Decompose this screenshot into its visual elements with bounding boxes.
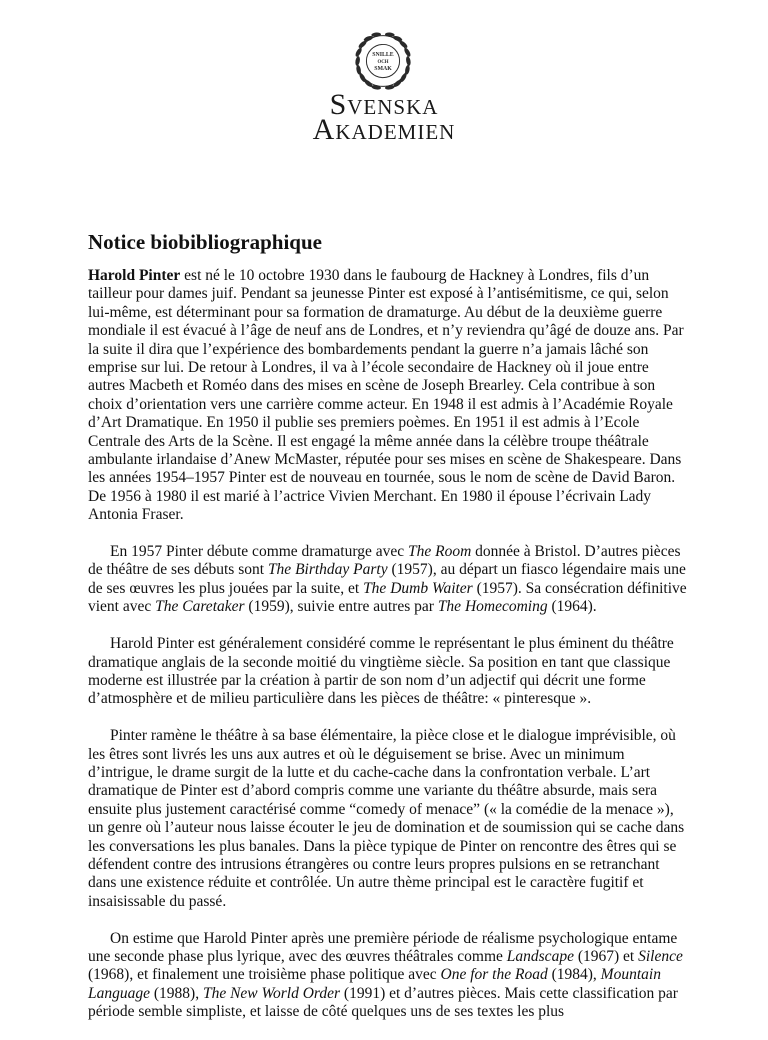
- p2-text: (1964).: [547, 598, 597, 616]
- brand-name-line1: Svenska: [329, 88, 439, 121]
- paragraph-5: [88, 930, 688, 1022]
- seal-text-line2: OCH: [377, 59, 389, 65]
- p2-text: (1957), au départ un fiasco légendaire mais une de ses œuvres les plus jouées par la suite, et: [88, 561, 686, 597]
- paragraph-1-text: est né le 10 octobre 1930 dans le faubourg de Hackney à Londres, fils d’un tailleur pour dames juif. Pendant sa jeunesse Pinter est exposé à l’antisémitisme, ce qui, selon lui-même, est déterminant pour sa formation de dramaturge. Au début de la deuxième guerre mondiale il est évacué à l’âge de neuf ans de Londres, et n’y reviendra qu’âgé de douze ans. Par la suite il dira que l’expérience des bombardements pendant la guerre n’a jamais lâché son emprise sur lui. De retour à Londres, il va à l’école secondaire de Hackney où il joue entre autres Macbeth et Roméo dans des mises en scène de Joseph Brearley. Cela contribue à son choix d’orientation vers une carrière comme acteur. En 1948 il est admis à l’Académie Royale d’Art Dramatique. En 1950 il publie ses premiers poèmes. En 1951 il est admis à l’Ecole Centrale des Arts de la Scène. Il est engagé la même année dans la célèbre troupe théâtrale ambulante irlandaise d’Anew McMaster, réputée pour ses mises en scène de Shakespeare. Dans les années 1954–1957 Pinter est de nouveau en tournée, sous le nom de scène de David Baron. De 1956 à 1980 il est marié à l’actrice Vivien Merchant. En 1980 il épouse l’écrivain Lady Antonia Fraser.: [88, 267, 684, 524]
- p5-text: (1968), et finalement une troisième phase politique avec: [88, 966, 441, 984]
- work-title: Landscape: [506, 947, 574, 965]
- paragraph-1: [88, 267, 688, 525]
- paragraph-2: [88, 543, 688, 617]
- paragraph-3: Harold Pinter est généralement considéré comme le représentant le plus éminent du théâtre dramatique anglais de la seconde moitié du vingtième siècle. Sa position en tant que classique moderne est illustrée par la création à partir de son nom d’un adjectif qui décrit une forme d’atmosphère et de milieu particulière dans les pièces de théâtre: « pinteresque ».: [88, 635, 674, 708]
- seal-text-line3: SMAK: [374, 65, 392, 72]
- work-title: The Dumb Waiter: [363, 579, 473, 597]
- work-title: The Caretaker: [155, 598, 245, 616]
- brand-name-line2: Akademien: [312, 113, 456, 146]
- work-title: The Room: [408, 543, 472, 561]
- p5-text: (1967) et: [573, 947, 639, 965]
- work-title: Silence: [638, 947, 683, 965]
- work-title: The Homecoming: [437, 598, 548, 616]
- seal-text-line1: SNILLE: [372, 52, 394, 59]
- page-title: Notice biobibliographique: [88, 230, 322, 254]
- p2-text: (1957). Sa consécration définitive vient avec: [88, 579, 687, 616]
- work-title: Mountain Language: [88, 966, 661, 1002]
- p2-text: En 1957 Pinter débute comme dramaturge avec: [110, 543, 408, 561]
- work-title: The Birthday Party: [267, 561, 388, 579]
- paragraph-4: Pinter ramène le théâtre à sa base élémentaire, la pièce close et le dialogue imprévisible, où les êtres sont livrés les uns aux autres et où le déguisement se brise. Avec un minimum d’intrigue, le drame surgit de la lutte et du cache-cache dans la confrontation verbale. L’art dramatique de Pinter est d’abord compris comme une variante du théâtre absurde, mais sera ensuite plus justement caractérisé comme “comedy of menace” (« la comédie de la menace »), un genre où l’auteur nous laisse écouter le jeu de domination et de soumission qui se cache dans les conversations les plus banales. Dans la pièce typique de Pinter on rencontre des êtres qui se défendent contre des intrusions étrangères ou contre leurs propres pulsions en se retranchant dans une existence réduite et contrôlée. Un autre thème principal est le caractère fugitif et insaisissable du passé.: [88, 727, 685, 910]
- p2-text: (1959), suivie entre autres par: [244, 598, 438, 616]
- author-name-bold: Harold Pinter: [88, 267, 181, 284]
- work-title: One for the Road: [440, 966, 548, 984]
- p2-text: donnée à Bristol. D’autres pièces de théâtre de ses débuts sont: [88, 543, 681, 579]
- p5-text: On estime que Harold Pinter après une première période de réalisme psychologique entame une seconde phase plus lyrique, avec des œuvres théâtrales comme: [88, 929, 678, 965]
- p5-text: (1991) et d’autres pièces. Mais cette classification par période semble simpliste, et laisse de côté quelques uns de ses textes les plus: [88, 984, 678, 1021]
- p5-text: (1988),: [150, 984, 203, 1002]
- p5-text: (1984),: [547, 966, 601, 984]
- document-body: [88, 267, 688, 1040]
- work-title: The New World Order: [202, 984, 341, 1002]
